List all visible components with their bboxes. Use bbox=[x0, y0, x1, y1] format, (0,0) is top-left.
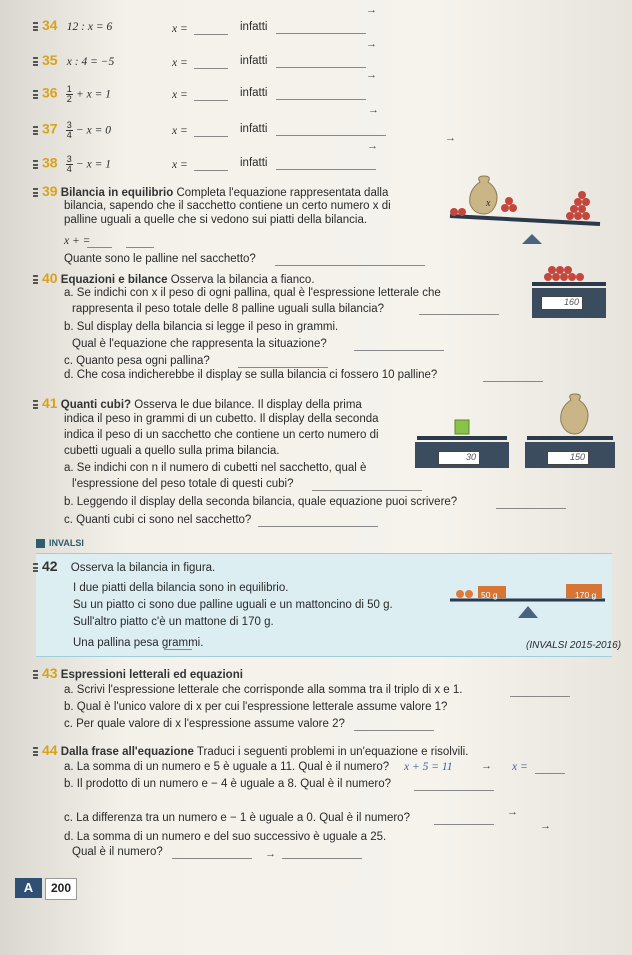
invalsi-icon bbox=[36, 539, 45, 548]
invalsi-tag: INVALSI bbox=[36, 538, 84, 548]
difficulty-icon bbox=[33, 22, 38, 31]
difficulty-icon bbox=[33, 670, 38, 679]
exercise-text: a. Se indichi con n il numero di cubetti nel sacchetto, qual è bbox=[64, 462, 367, 474]
ball-icon bbox=[501, 204, 509, 212]
exercise-text: palline uguali a quelle che si vedono sui piatti della bilancia. bbox=[64, 214, 368, 226]
exercise-number: 34 bbox=[42, 17, 58, 33]
example-solution: x = bbox=[512, 761, 528, 773]
exercise-number: 42 bbox=[42, 558, 58, 574]
exercise-number: 40 bbox=[42, 270, 58, 286]
ball-icon bbox=[564, 266, 572, 274]
arrow-icon: → bbox=[366, 4, 377, 16]
answer-line[interactable] bbox=[312, 478, 422, 491]
exercise-text: Una pallina pesa grammi. bbox=[73, 637, 204, 649]
exercise-42-line0 bbox=[33, 559, 215, 575]
answer-line[interactable] bbox=[414, 778, 494, 791]
answer-line[interactable] bbox=[258, 514, 378, 527]
exercise-text: I due piatti della bilancia sono in equilibrio. bbox=[73, 582, 289, 594]
balance-scale-42 bbox=[440, 578, 610, 632]
equation-blank[interactable] bbox=[126, 235, 154, 248]
difficulty-icon bbox=[33, 563, 38, 572]
x-answer-label: x = bbox=[172, 125, 188, 137]
difficulty-icon bbox=[33, 747, 38, 756]
equation: − x = 0 bbox=[76, 124, 111, 137]
ball-icon bbox=[458, 208, 466, 216]
scale-plate bbox=[417, 436, 507, 440]
ball-icon bbox=[509, 204, 517, 212]
exercise-36 bbox=[33, 85, 111, 104]
exercise-37 bbox=[33, 121, 111, 140]
x-answer-line[interactable] bbox=[194, 56, 228, 69]
exercise-title: Quanti cubi? bbox=[60, 399, 132, 411]
ball-icon bbox=[574, 212, 582, 220]
fraction: $\frac{3}{4}$ bbox=[66, 120, 72, 140]
fraction: $\frac{1}{2}$ bbox=[66, 84, 72, 104]
arrow-icon: → bbox=[366, 38, 377, 50]
fulcrum bbox=[518, 606, 538, 618]
answer-line[interactable] bbox=[172, 846, 252, 859]
ball-icon bbox=[566, 212, 574, 220]
answer-line[interactable] bbox=[164, 637, 192, 650]
weight-label: 170 g bbox=[575, 590, 597, 600]
infatti-label: infatti bbox=[240, 157, 268, 169]
equation: − x = 1 bbox=[76, 158, 111, 171]
exercise-question: Quante sono le palline nel sacchetto? bbox=[64, 253, 256, 265]
difficulty-icon bbox=[33, 160, 38, 169]
exercise-title: Equazioni e bilance bbox=[60, 274, 168, 286]
source-label: (INVALSI 2015-2016) bbox=[526, 640, 622, 651]
answer-line[interactable] bbox=[354, 338, 444, 351]
ball-icon bbox=[456, 590, 464, 598]
exercise-text: indica il peso di un sacchetto che contiene un certo numero di bbox=[64, 429, 379, 441]
arrow-icon: → bbox=[481, 760, 492, 772]
infatti-label: infatti bbox=[240, 55, 268, 67]
ball-icon bbox=[556, 266, 564, 274]
ball-icon bbox=[450, 208, 458, 216]
arrow-icon: → bbox=[540, 820, 551, 832]
exercise-text: Osserva la bilancia in figura. bbox=[70, 562, 216, 574]
balance-scale-39 bbox=[440, 172, 610, 252]
exercise-text: c. Quanti cubi ci sono nel sacchetto? bbox=[64, 514, 252, 526]
answer-line[interactable] bbox=[354, 718, 434, 731]
ball-icon bbox=[560, 273, 568, 281]
exercise-title: Espressioni letterali ed equazioni bbox=[60, 669, 243, 681]
ball-icon bbox=[465, 590, 473, 598]
ball-icon bbox=[568, 273, 576, 281]
scale-display: 150 bbox=[547, 451, 589, 465]
ball-icon bbox=[574, 198, 582, 206]
exercise-number: 37 bbox=[42, 120, 58, 137]
exercise-44-line0 bbox=[33, 743, 468, 759]
x-answer-label: x = bbox=[172, 23, 188, 35]
equation: x : 4 = −5 bbox=[66, 56, 115, 68]
exercise-number: 35 bbox=[42, 52, 58, 68]
example-equation: x + 5 = 11 bbox=[404, 761, 453, 773]
equation: 12 : x = 6 bbox=[66, 21, 113, 33]
infatti-line[interactable] bbox=[276, 87, 366, 100]
arrow-icon: → bbox=[368, 104, 379, 116]
ball-icon bbox=[578, 191, 586, 199]
exercise-text: a. Se indichi con x il peso di ogni pallina, qual è l'espressione letterale che bbox=[64, 287, 441, 299]
x-answer-line[interactable] bbox=[194, 22, 228, 35]
exercise-text: b. Sul display della bilancia si legge il peso in grammi. bbox=[64, 321, 339, 333]
infatti-label: infatti bbox=[240, 123, 268, 135]
exercise-text: c. La differenza tra un numero e − 1 è uguale a 0. Qual è il numero? bbox=[64, 812, 410, 824]
exercise-text: rappresenta il peso totale delle 8 palline uguali sulla bilancia? bbox=[72, 303, 384, 315]
x-answer-line[interactable] bbox=[194, 158, 228, 171]
scale-plate bbox=[527, 436, 613, 440]
infatti-line[interactable] bbox=[276, 21, 366, 34]
arrow-icon: → bbox=[366, 69, 377, 81]
weight-label: 50 g bbox=[481, 590, 498, 600]
exercise-number: 43 bbox=[42, 665, 58, 681]
equation: + x = 1 bbox=[76, 88, 111, 101]
arrow-icon: → bbox=[265, 848, 276, 860]
exercise-text: a. Scrivi l'espressione letterale che corrisponde alla somma tra il triplo di x e 1. bbox=[64, 684, 463, 696]
exercise-number: 38 bbox=[42, 154, 58, 171]
exercise-43-line0 bbox=[33, 666, 243, 682]
exercise-text: c. Per quale valore di x l'espressione assume valore 2? bbox=[64, 718, 345, 730]
ball-icon bbox=[544, 273, 552, 281]
arrow-icon: → bbox=[507, 806, 518, 818]
answer-line[interactable] bbox=[275, 253, 425, 266]
exercise-title: Dalla frase all'equazione bbox=[60, 746, 194, 758]
exercise-text: Sull'altro piatto c'è un mattone di 170 g. bbox=[73, 616, 274, 628]
page-number: 200 bbox=[45, 878, 77, 900]
exercise-text: Su un piatto ci sono due palline uguali e un mattoncino di 50 g. bbox=[73, 599, 393, 611]
exercise-39-line1 bbox=[33, 184, 388, 200]
exercise-text: cubetti uguali a quello sulla prima bilancia. bbox=[64, 445, 280, 457]
exercise-title: Bilancia in equilibrio bbox=[60, 187, 174, 199]
ball-icon bbox=[570, 205, 578, 213]
x-answer-label: x = bbox=[172, 159, 188, 171]
exercise-text: d. La somma di un numero e del suo successivo è uguale a 25. bbox=[64, 831, 387, 843]
x-answer-label: x = bbox=[172, 57, 188, 69]
scale-display: 30 bbox=[438, 451, 480, 465]
infatti-label: infatti bbox=[240, 87, 268, 99]
exercise-text: b. Qual è l'unico valore di x per cui l'espressione letterale assume valore 1? bbox=[64, 701, 448, 713]
exercise-34 bbox=[33, 18, 112, 34]
exercise-35 bbox=[33, 53, 114, 69]
answer-line[interactable] bbox=[496, 496, 566, 509]
exercise-text: b. Il prodotto di un numero e − 4 è uguale a 8. Qual è il numero? bbox=[64, 778, 392, 790]
bag-icon bbox=[561, 394, 588, 434]
difficulty-icon bbox=[33, 400, 38, 409]
x-answer-line[interactable] bbox=[194, 124, 228, 137]
difficulty-icon bbox=[33, 90, 38, 99]
exercise-text: Qual è l'equazione che rappresenta la situazione? bbox=[72, 338, 327, 350]
exercise-text: l'espressione del peso totale di questi cubi? bbox=[72, 478, 294, 490]
exercise-text: Traduci i seguenti problemi in un'equazione e risolvili. bbox=[196, 746, 469, 758]
exercise-text: b. Leggendo il display della seconda bilancia, quale equazione puoi scrivere? bbox=[64, 496, 458, 508]
exercise-text: Osserva le due bilance. Il display della prima bbox=[134, 399, 362, 411]
exercise-41-line1 bbox=[33, 396, 362, 412]
answer-line[interactable] bbox=[535, 761, 565, 774]
bag-icon bbox=[470, 176, 497, 214]
exercise-text: Osserva la bilancia a fianco. bbox=[170, 274, 315, 286]
difficulty-icon bbox=[33, 126, 38, 135]
difficulty-icon bbox=[33, 188, 38, 197]
equation-fill: x + = bbox=[64, 235, 91, 247]
infatti-label: infatti bbox=[240, 21, 268, 33]
answer-line[interactable] bbox=[510, 684, 570, 697]
ball-icon bbox=[505, 197, 513, 205]
ball-icon bbox=[578, 205, 586, 213]
ball-icon bbox=[548, 266, 556, 274]
exercise-number: 44 bbox=[42, 742, 58, 758]
cube-icon bbox=[455, 420, 469, 434]
exercise-text: indica il peso in grammi di un cubetto. Il display della seconda bbox=[64, 413, 379, 425]
exercise-40-line1 bbox=[33, 271, 315, 287]
exercise-number: 41 bbox=[42, 395, 58, 411]
exercise-text: bilancia, sapendo che il sacchetto contiene un certo numero x di bbox=[64, 200, 391, 212]
scale-display: 160 bbox=[541, 296, 583, 310]
infatti-line[interactable] bbox=[276, 157, 376, 170]
x-answer-label: x = bbox=[172, 89, 188, 101]
exercise-number: 36 bbox=[42, 84, 58, 101]
bag-label: x bbox=[486, 198, 491, 209]
answer-line[interactable] bbox=[282, 846, 362, 859]
difficulty-icon bbox=[33, 57, 38, 66]
scale-plate bbox=[532, 282, 606, 286]
exercise-text: Qual è il numero? bbox=[72, 846, 163, 858]
answer-line[interactable] bbox=[238, 355, 328, 368]
arrow-icon: → bbox=[445, 132, 456, 144]
fulcrum bbox=[522, 234, 542, 244]
exercise-text: c. Quanto pesa ogni pallina? bbox=[64, 355, 210, 367]
infatti-line[interactable] bbox=[276, 123, 386, 136]
equation-blank[interactable] bbox=[87, 235, 112, 248]
x-answer-line[interactable] bbox=[194, 88, 228, 101]
ball-icon bbox=[582, 198, 590, 206]
fraction: $\frac{3}{4}$ bbox=[66, 154, 72, 174]
ball-icon bbox=[552, 273, 560, 281]
section-letter: A bbox=[15, 878, 42, 898]
exercise-38 bbox=[33, 155, 111, 174]
ball-icon bbox=[582, 212, 590, 220]
exercise-text: a. La somma di un numero e 5 è uguale a 11. Qual è il numero? bbox=[64, 761, 390, 773]
infatti-line[interactable] bbox=[276, 55, 366, 68]
ball-icon bbox=[576, 273, 584, 281]
answer-line[interactable] bbox=[434, 812, 494, 825]
difficulty-icon bbox=[33, 275, 38, 284]
answer-line[interactable] bbox=[419, 302, 499, 315]
answer-line[interactable] bbox=[483, 369, 543, 382]
arrow-icon: → bbox=[367, 140, 378, 152]
exercise-number: 39 bbox=[42, 183, 58, 199]
exercise-text: d. Che cosa indicherebbe il display se sulla bilancia ci fossero 10 palline? bbox=[64, 369, 438, 381]
exercise-text: Completa l'equazione rappresentata dalla bbox=[176, 187, 389, 199]
